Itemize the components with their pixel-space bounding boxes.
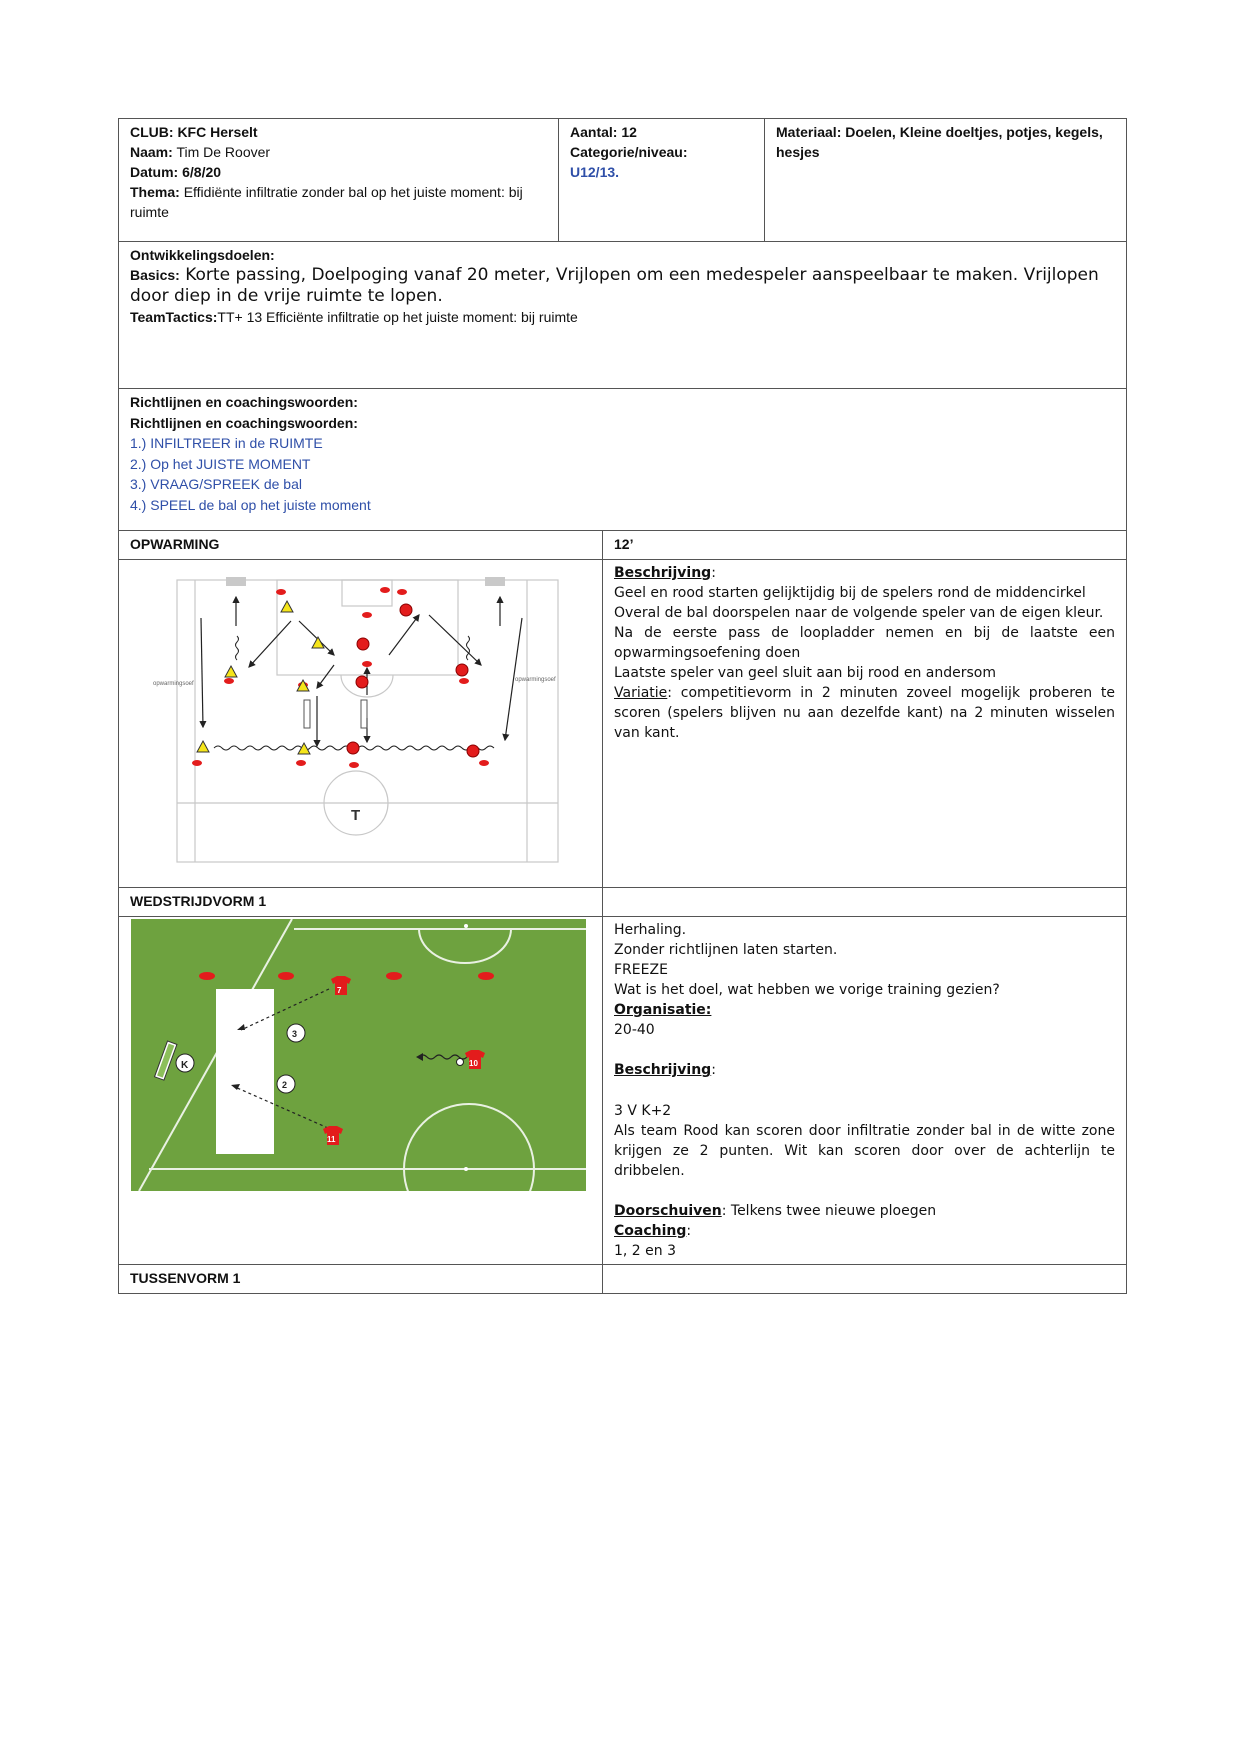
match-line: Herhaling. xyxy=(614,921,687,938)
match-header-empty xyxy=(603,887,1127,916)
guideline-item: 4.) SPEEL de bal op het juiste moment xyxy=(130,496,371,513)
date-value: 6/8/20 xyxy=(182,164,222,180)
coaching-value: 1, 2 en 3 xyxy=(614,1243,677,1260)
warmup-diagram-cell xyxy=(119,559,603,887)
training-table xyxy=(118,118,1127,531)
development-row xyxy=(119,242,1127,389)
marker-2: 2 xyxy=(282,1079,288,1090)
training-sheet xyxy=(118,118,1126,1294)
warmup-right-label: opwarmingsoef xyxy=(515,676,556,683)
match-line: FREEZE xyxy=(614,961,668,978)
warmup-desc-label: Beschrijving xyxy=(614,564,712,581)
development-title: Ontwikkelingsdoelen: xyxy=(130,247,275,263)
basics-label: Basics: xyxy=(130,267,180,283)
warmup-title: OPWARMING xyxy=(119,530,603,559)
match-row xyxy=(119,916,1127,1265)
match-title: WEDSTRIJDVORM 1 xyxy=(119,887,603,916)
header-row xyxy=(119,119,1127,242)
material-cell xyxy=(765,119,1127,242)
category-value: U12/13. xyxy=(570,164,620,180)
category-label: Categorie/niveau: xyxy=(570,144,688,160)
match-desc-label: Beschrijving xyxy=(614,1062,712,1079)
guidelines-row xyxy=(119,389,1127,531)
ball-icon xyxy=(457,1058,464,1065)
teamtactics-text: TT+ 13 Efficiënte infiltratie op het juiste moment: bij ruimte xyxy=(217,309,578,325)
match-line: Zonder richtlijnen laten starten. xyxy=(614,941,838,958)
variation-text: competitievorm in 2 minuten zoveel mogelijk proberen te scoren (spelers blijven nu aan dezelfde kant) na 2 minuten wisselen van kant. xyxy=(614,684,1115,741)
count-label: Aantal: xyxy=(570,124,618,140)
warmup-left-label: opwarmingsoef xyxy=(153,680,194,687)
warmup-header-row xyxy=(119,530,1127,559)
coaching-label: Coaching xyxy=(614,1223,687,1240)
guidelines-title: Richtlijnen en coachingswoorden: xyxy=(130,394,358,410)
guidelines-cell xyxy=(119,389,1127,531)
match-line: Wat is het doel, wat hebben we vorige training gezien? xyxy=(614,981,1000,998)
exercise-table xyxy=(118,530,1127,1295)
rotate-value: Telkens twee nieuwe ploegen xyxy=(730,1203,937,1220)
marker-3: 3 xyxy=(292,1028,298,1039)
match-desc-2: Als team Rood kan scoren door infiltratie zonder bal in de witte zone krijgen ze 2 punten. Wit kan scoren door over de achterlijn te dribbelen. xyxy=(614,1122,1115,1179)
shirt-7: 7 xyxy=(337,985,342,995)
club-label: CLUB: xyxy=(130,124,174,140)
warmup-diagram xyxy=(119,560,603,882)
intermediate-header-empty xyxy=(603,1265,1127,1294)
match-header-row xyxy=(119,887,1127,916)
material-label: Materiaal: xyxy=(776,124,842,140)
intermediate-title: TUSSENVORM 1 xyxy=(119,1265,603,1294)
club-value: KFC Herselt xyxy=(177,124,258,140)
match-description-cell: Herhaling. Zonder richtlijnen laten starten. FREEZE Wat is het doel, wat hebben we vorige training gezien? Organisatie: 20-40 Beschrijving: 3 V K+2 Als team Rood kan scoren door infiltratie zonder bal in de witte zone krijgen ze 2 punten. Wit kan scoren door over de achterlijn te dribbelen. Doorschuiven: Telkens twee nieuwe ploegen Coaching: 1, 2 en 3 xyxy=(603,916,1127,1265)
warmup-line: Geel en rood starten gelijktijdig bij de spelers rond de middencirkel xyxy=(614,584,1086,601)
theme-label: Thema: xyxy=(130,184,180,200)
material-value: Doelen, Kleine doeltjes, potjes, kegels, hesjes xyxy=(776,124,1103,160)
warmup-line: Na de eerste pass de loopladder nemen en bij de laatste een opwarmingsoefening doen xyxy=(614,624,1115,661)
warmup-line: Overal de bal doorspelen naar de volgende speler van de eigen kleur. xyxy=(614,604,1104,621)
match-diagram xyxy=(119,917,603,1244)
warmup-row xyxy=(119,559,1127,887)
intermediate-header-row xyxy=(119,1265,1127,1294)
count-cell xyxy=(559,119,765,242)
guideline-item: 3.) VRAAG/SPREEK de bal xyxy=(130,476,302,492)
theme-value: Effidiënte infiltratie zonder bal op het juiste moment: bij ruimte xyxy=(130,184,523,220)
count-value: 12 xyxy=(621,124,637,140)
trainer-label: T xyxy=(351,806,361,824)
match-desc-1: 3 V K+2 xyxy=(614,1102,672,1119)
shirt-11: 11 xyxy=(327,1134,336,1144)
name-value: Tim De Roover xyxy=(176,144,271,160)
club-info-cell xyxy=(119,119,559,242)
guidelines-title-repeat: Richtlijnen en coachingswoorden: xyxy=(130,414,358,431)
variation-label: Variatie xyxy=(614,684,668,701)
shirt-10: 10 xyxy=(469,1058,478,1068)
warmup-description-cell: Beschrijving: Geel en rood starten gelijktijdig bij de spelers rond de middencirkel Overal de bal doorspelen naar de volgende speler van de eigen kleur. Na de eerste pass de loopladder nemen en bij de laatste een opwarmingsoefening doen Laatste speler van geel sluit aan bij rood en andersom Variatie: competitievorm in 2 minuten zoveel mogelijk proberen te scoren (spelers blijven nu aan dezelfde kant) na 2 minuten wisselen van kant. xyxy=(603,559,1127,887)
organisation-value: 20-40 xyxy=(614,1021,655,1038)
teamtactics-label: TeamTactics: xyxy=(130,309,218,325)
rotate-label: Doorschuiven xyxy=(614,1203,722,1220)
match-diagram-cell xyxy=(119,916,603,1265)
keeper-label: K xyxy=(181,1059,189,1071)
development-cell xyxy=(119,242,1127,389)
warmup-time: 12’ xyxy=(603,530,1127,559)
organisation-label: Organisatie: xyxy=(614,1001,712,1018)
guideline-item: 1.) INFILTREER in de RUIMTE xyxy=(130,435,323,451)
guideline-item: 2.) Op het JUISTE MOMENT xyxy=(130,455,311,472)
warmup-line: Laatste speler van geel sluit aan bij rood en andersom xyxy=(614,664,996,681)
date-label: Datum: xyxy=(130,164,179,180)
basics-text: Korte passing, Doelpoging vanaf 20 meter, Vrijlopen om een medespeler aanspeelbaar te maken. Vrijlopen door diep in de vrije ruimte te lopen. xyxy=(130,265,1099,306)
name-label: Naam: xyxy=(130,144,173,160)
